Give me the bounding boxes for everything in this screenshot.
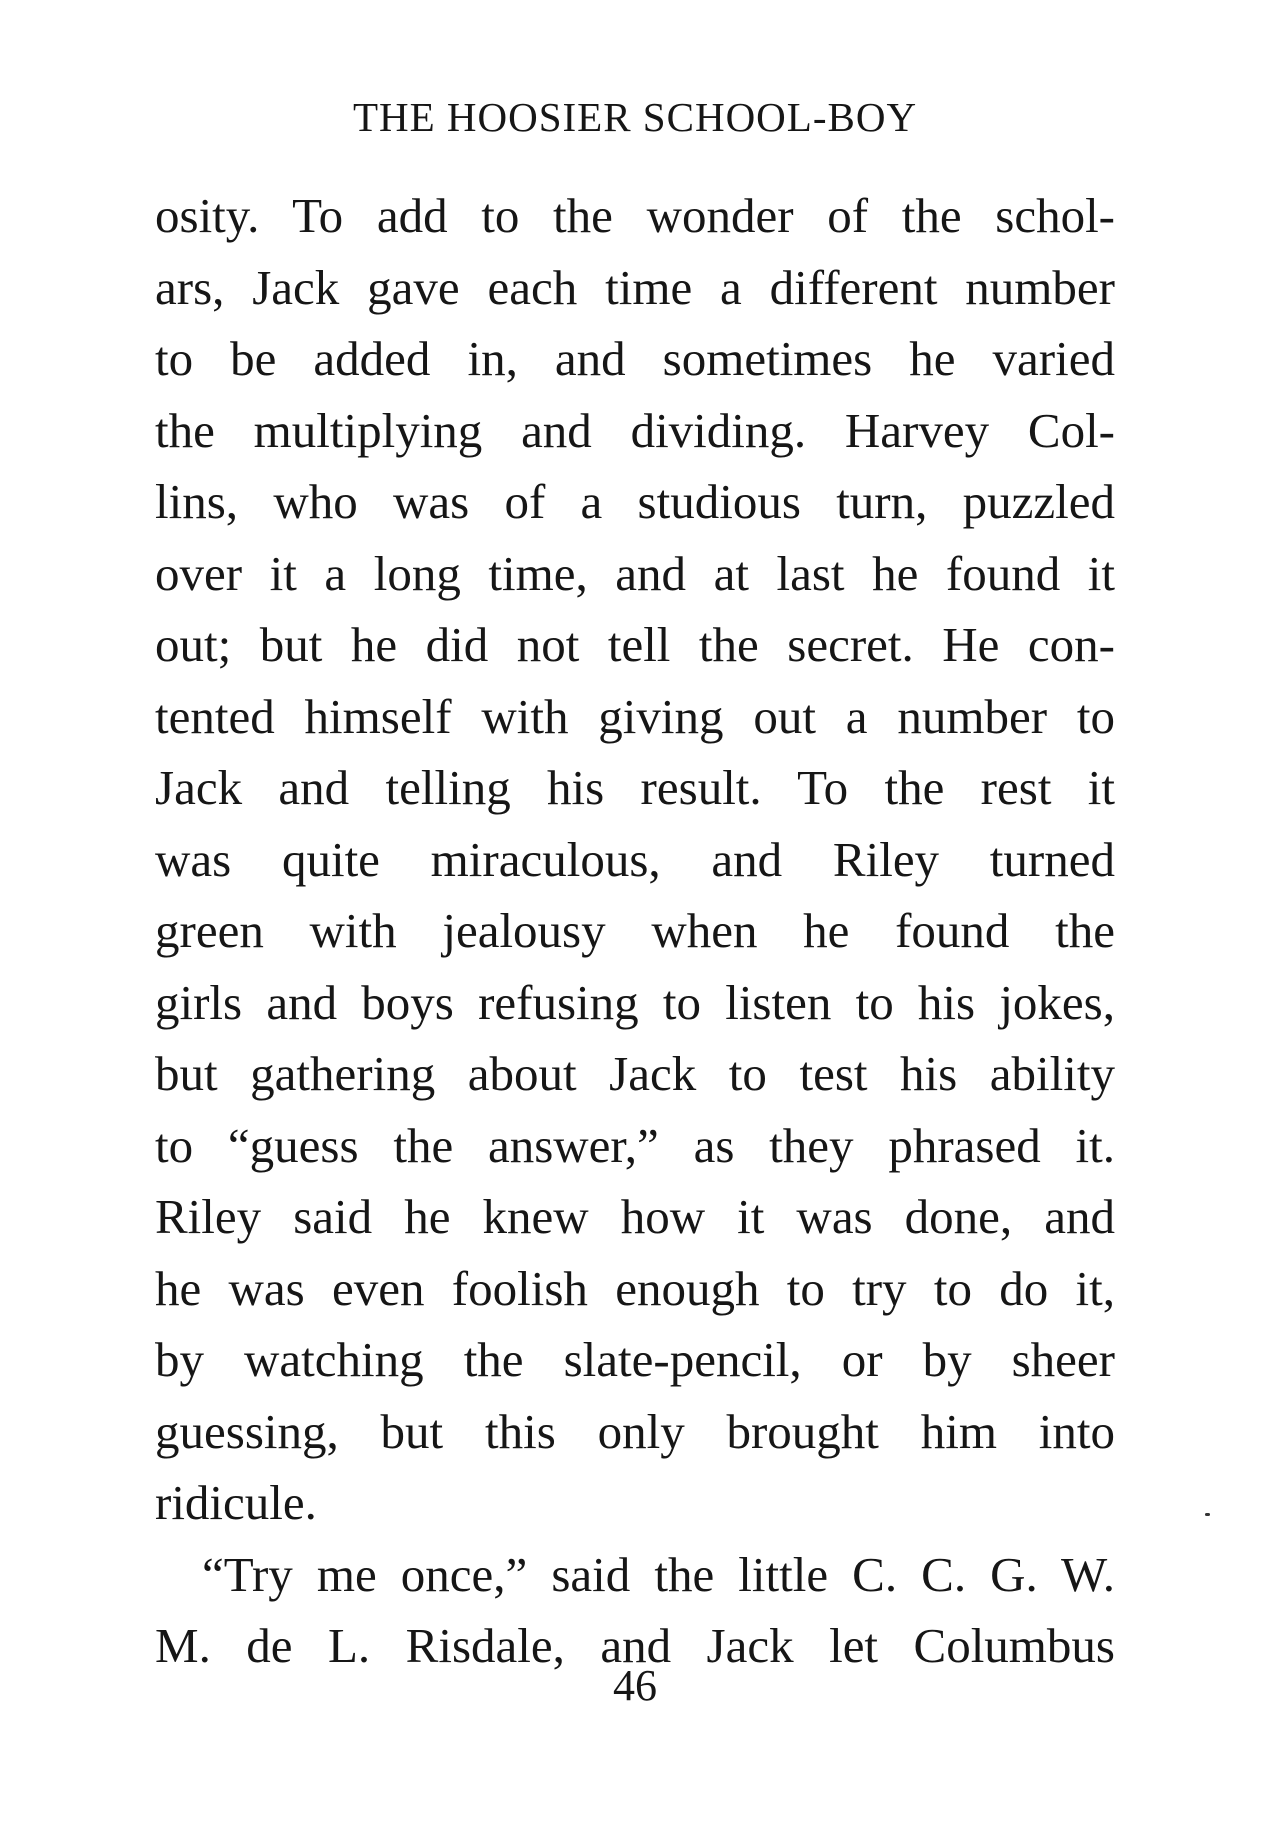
text-line: osity. To add to the wonder of the schol-	[155, 188, 1115, 243]
text-line: by watching the slate-pencil, or by sheer	[155, 1332, 1115, 1387]
paragraph-start-line: “Try me once,” said the little C. C. G. W.	[202, 1546, 1115, 1602]
text-line: lins, who was of a studious turn, puzzled	[155, 474, 1115, 529]
text-line: Jack and telling his result. To the rest it	[155, 760, 1115, 815]
ink-speck	[1205, 1513, 1210, 1516]
text-line: out; but he did not tell the secret. He con-	[155, 617, 1115, 672]
text-line: guessing, but this only brought him into	[155, 1403, 1115, 1459]
text-line: to “guess the answer,” as they phrased it.	[155, 1117, 1115, 1173]
text-line: green with jealousy when he found the	[155, 903, 1115, 958]
text-line: the multiplying and dividing. Harvey Col-	[155, 402, 1115, 458]
text-line: he was even foolish enough to try to do it,	[155, 1260, 1115, 1316]
text-line: was quite miraculous, and Riley turned	[155, 831, 1115, 887]
body-text	[155, 180, 1115, 1682]
text-line: tented himself with giving out a number to	[155, 688, 1115, 744]
text-line: over it a long time, and at last he found it	[155, 545, 1115, 601]
text-line: ars, Jack gave each time a different number	[155, 259, 1115, 315]
text-line: to be added in, and sometimes he varied	[155, 331, 1115, 386]
text-line: but gathering about Jack to test his ability	[155, 1046, 1115, 1101]
page-number: 46	[613, 1661, 657, 1710]
text-line: M. de L. Risdale, and Jack let Columbus	[155, 1618, 1115, 1673]
running-head: THE HOOSIER SCHOOL-BOY	[352, 94, 918, 140]
text-line: Riley said he knew how it was done, and	[155, 1189, 1115, 1244]
text-line: girls and boys refusing to listen to his jokes,	[155, 974, 1115, 1030]
paragraph-end-line: ridicule.	[155, 1475, 317, 1530]
